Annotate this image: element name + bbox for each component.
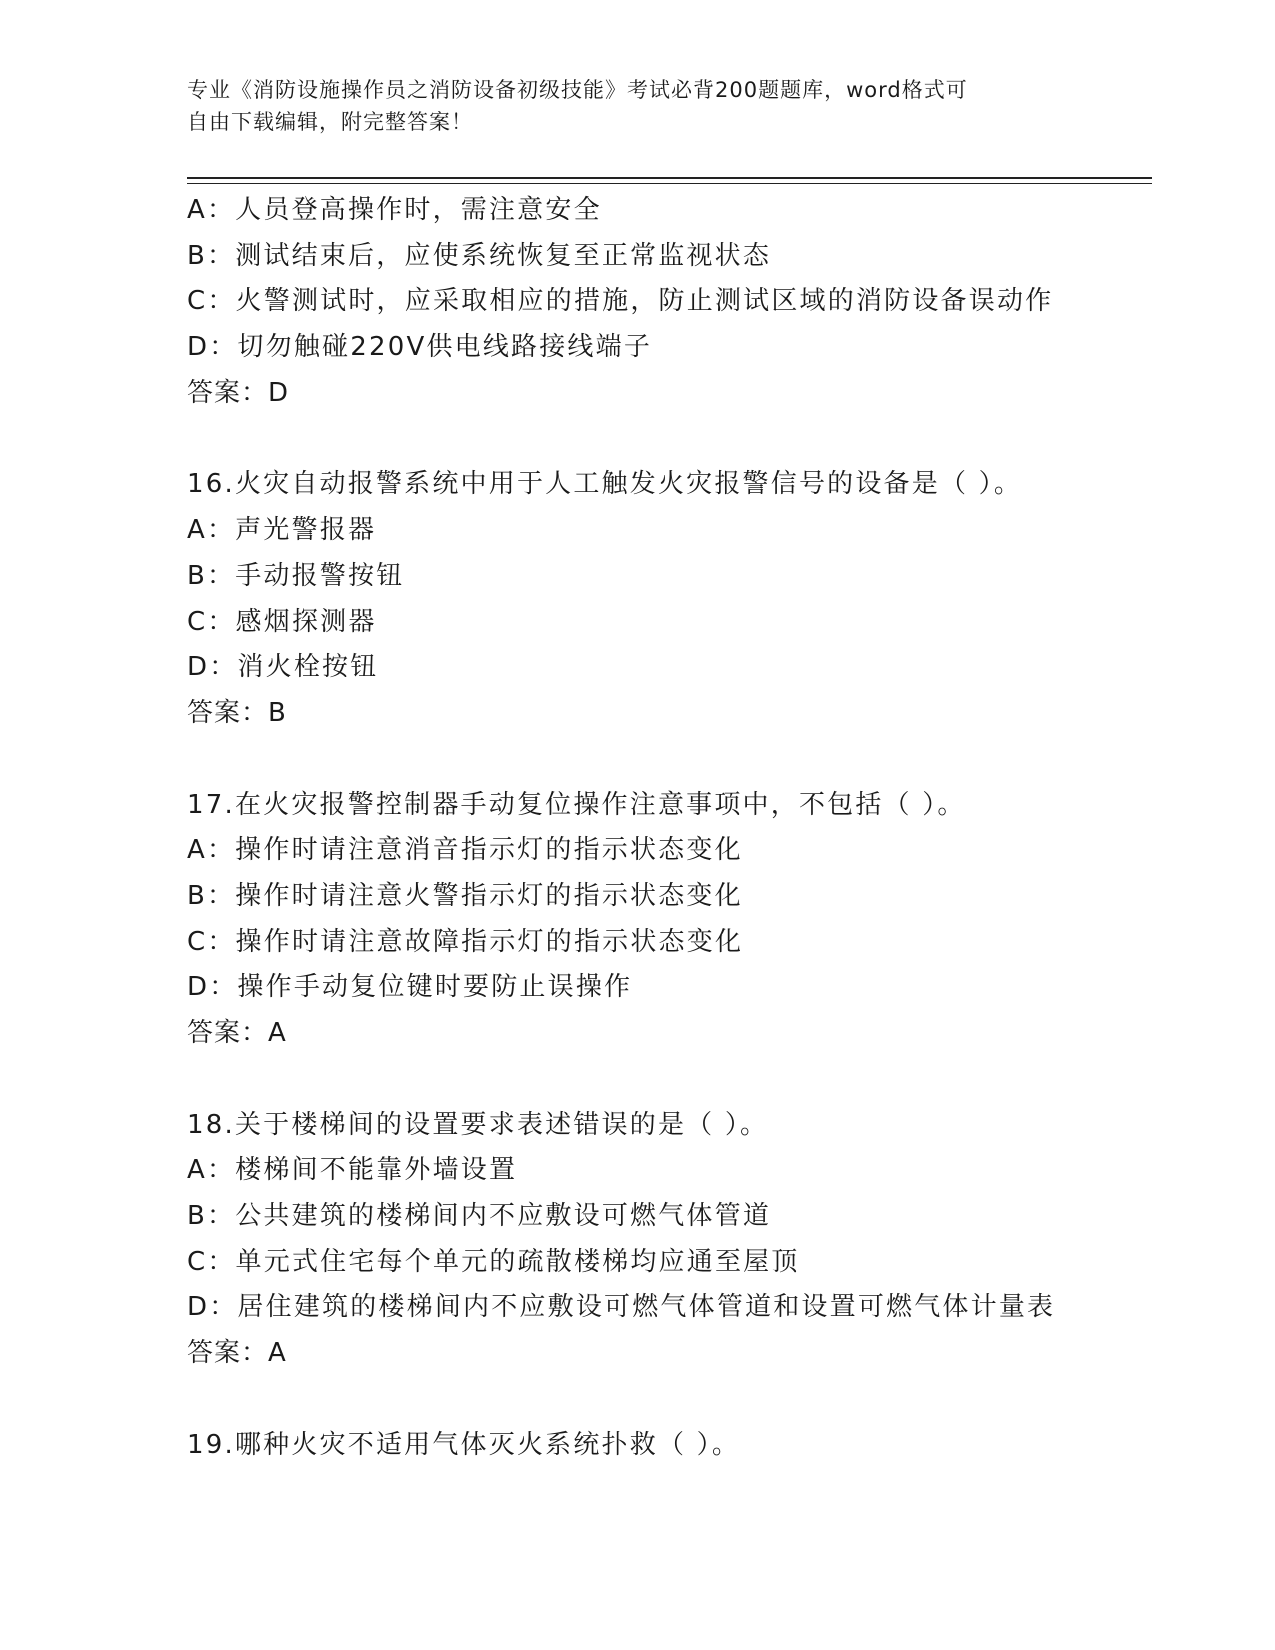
option-b: B：手动报警按钮 xyxy=(187,560,405,591)
option-c: C：火警测试时，应采取相应的措施，防止测试区域的消防设备误动作 xyxy=(187,286,1054,317)
header-line-2: 自由下载编辑，附完整答案！ xyxy=(187,110,473,134)
question-block-19 xyxy=(187,1423,1187,1469)
option-b: B：公共建筑的楼梯间内不应敷设可燃气体管道 xyxy=(187,1201,772,1232)
question-block-18 xyxy=(187,1103,1187,1377)
question-text: 19.哪种火灾不适用气体灭火系统扑救（ ）。 xyxy=(187,1429,741,1460)
option-c: C：感烟探测器 xyxy=(187,606,377,637)
question-text: 16.火灾自动报警系统中用于人工触发火灾报警信号的设备是（ ）。 xyxy=(187,469,1023,500)
option-d: D：切勿触碰220V供电线路接线端子 xyxy=(187,332,653,363)
option-c: C：操作时请注意故障指示灯的指示状态变化 xyxy=(187,926,744,957)
answer-line: 答案：D xyxy=(187,377,290,408)
option-d: D：消火栓按钮 xyxy=(187,652,379,683)
option-d: D：操作手动复位键时要防止误操作 xyxy=(187,972,633,1003)
option-a: A：人员登高操作时，需注意安全 xyxy=(187,195,602,225)
question-text: 18.关于楼梯间的设置要求表述错误的是（ ）。 xyxy=(187,1109,769,1140)
option-a: A：楼梯间不能靠外墙设置 xyxy=(187,1155,518,1186)
answer-line: 答案：B xyxy=(187,697,287,728)
block-spacer xyxy=(187,1057,1187,1103)
option-d: D：居住建筑的楼梯间内不应敷设可燃气体管道和设置可燃气体计量表 xyxy=(187,1292,1056,1323)
option-a: A：操作时请注意消音指示灯的指示状态变化 xyxy=(187,835,743,866)
document-header xyxy=(187,74,1087,138)
question-text: 17.在火灾报警控制器手动复位操作注意事项中，不包括（ ）。 xyxy=(187,789,966,820)
header-rule-thin xyxy=(187,183,1152,184)
header-line-1: 专业《消防设施操作员之消防设备初级技能》考试必背200题题库，word格式可 xyxy=(187,78,968,102)
block-spacer xyxy=(187,737,1187,783)
answer-line: 答案：A xyxy=(187,1338,287,1369)
option-b: B：测试结束后，应使系统恢复至正常监视状态 xyxy=(187,240,772,271)
block-spacer xyxy=(187,416,1187,462)
question-list xyxy=(187,188,1187,1469)
block-spacer xyxy=(187,1377,1187,1423)
answer-line: 答案：A xyxy=(187,1018,287,1048)
option-a: A：声光警报器 xyxy=(187,515,377,546)
option-b: B：操作时请注意火警指示灯的指示状态变化 xyxy=(187,880,743,911)
question-block-15 xyxy=(187,188,1187,416)
option-c: C：单元式住宅每个单元的疏散楼梯均应通至屋顶 xyxy=(187,1246,800,1277)
question-block-16 xyxy=(187,462,1187,736)
header-rule-thick xyxy=(187,177,1152,179)
question-block-17 xyxy=(187,783,1187,1057)
